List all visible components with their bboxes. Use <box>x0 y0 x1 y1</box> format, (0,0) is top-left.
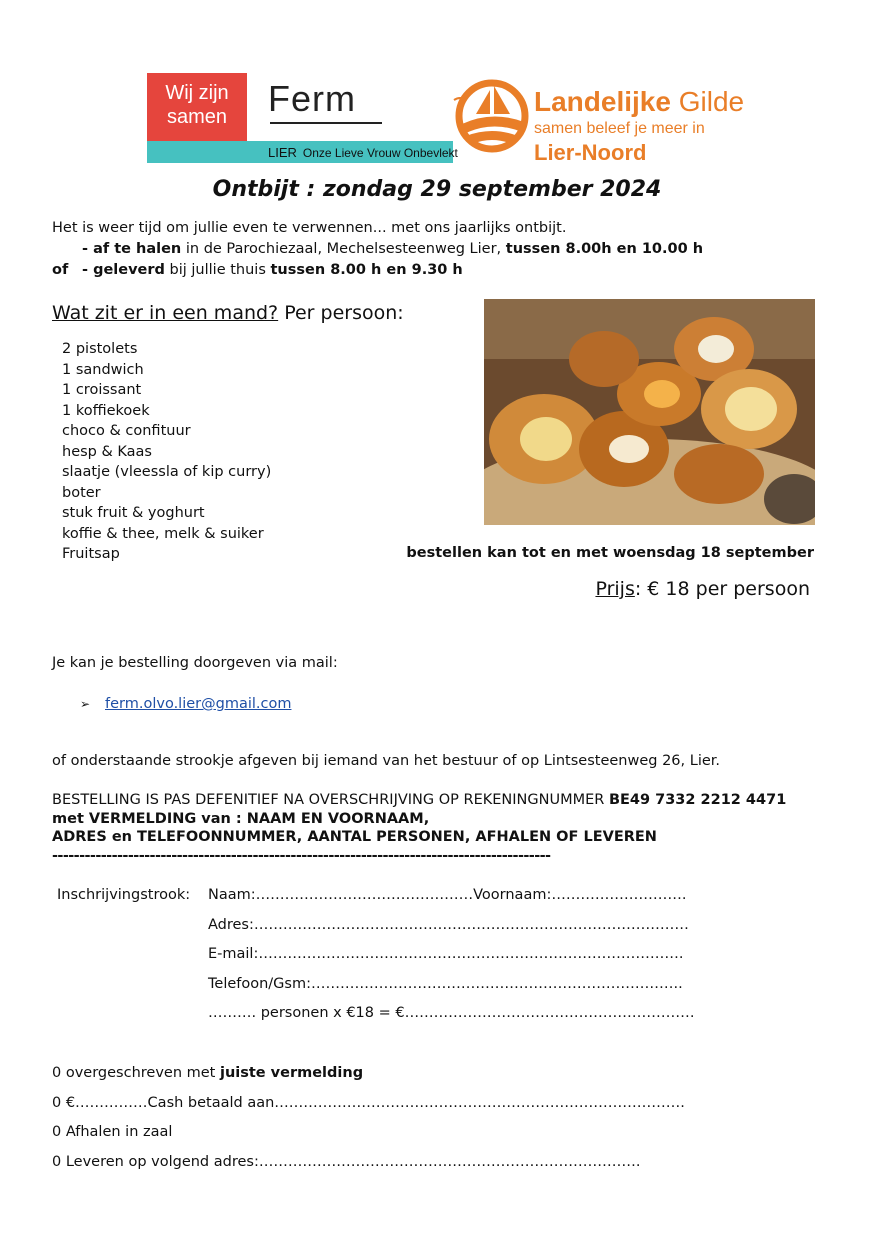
order-deadline: bestellen kan tot en met woensdag 18 september <box>406 545 814 561</box>
phone-field[interactable]: Telefoon/Gsm:………………………………………………………………….. <box>208 976 683 992</box>
option-cash[interactable]: 0 €……………Cash betaald aan…………………………………………………………………………. <box>52 1095 685 1111</box>
price-value: : € 18 per persoon <box>634 578 810 600</box>
delivery-time: tussen 8.00 h en 9.30 h <box>270 262 463 278</box>
payment-line-1 <box>52 792 786 808</box>
persons-field[interactable]: ………. personen x €18 = €…………………………………………………… <box>208 1005 695 1021</box>
ferm-location-parish: Onze Lieve Vrouw Onbevlekt <box>302 146 458 160</box>
mail-intro: Je kan je bestelling doorgeven via mail: <box>52 655 338 671</box>
address-field[interactable]: Adres:……………………………………………………………………………… <box>208 917 689 933</box>
menu-item: boter <box>62 484 101 501</box>
menu-item: koffie & thee, melk & suiker <box>62 525 264 542</box>
email-field[interactable]: E-mail:……………………………………………………………………………. <box>208 946 684 962</box>
delivery-line <box>82 262 463 278</box>
menu-item: 1 croissant <box>62 382 142 398</box>
ferm-logo-underline <box>270 122 382 124</box>
option-transfer-bold: juiste vermelding <box>219 1065 364 1081</box>
ferm-slogan-line-2: samen <box>166 106 228 128</box>
gilde-title <box>534 86 744 118</box>
pickup-time: tussen 8.00h en 10.00 h <box>505 241 704 257</box>
menu-item: 1 koffiekoek <box>62 402 150 419</box>
menu-heading <box>52 302 404 324</box>
menu-item: hesp & Kaas <box>62 443 152 460</box>
payment-line-3: ADRES en TELEFOONNUMMER, AANTAL PERSONEN, AFHALEN OF LEVEREN <box>52 829 657 845</box>
page-title: Ontbijt : zondag 29 september 2024 <box>212 177 662 202</box>
alt-delivery: of onderstaande strookje afgeven bij iemand van het bestuur of op Lintsesteenweg 26, Lier. <box>52 753 721 769</box>
email-link[interactable]: ferm.olvo.lier@gmail.com <box>105 696 292 712</box>
name-field[interactable]: Naam:………………………………………Voornaam:………………………. <box>208 887 687 903</box>
option-deliver[interactable]: 0 Leveren op volgend adres:……………………………………………………………………. <box>52 1154 641 1170</box>
menu-question: Wat zit er in een mand? <box>52 302 279 324</box>
ferm-logo-block <box>147 73 247 141</box>
arrow-bullet-icon: ➢ <box>80 697 91 711</box>
option-pickup[interactable]: 0 Afhalen in zaal <box>52 1124 173 1140</box>
menu-item: choco & confituur <box>62 423 191 439</box>
price <box>595 578 810 600</box>
or-label: of <box>52 262 69 278</box>
menu-item: stuk fruit & yoghurt <box>62 505 205 521</box>
option-transfer[interactable] <box>52 1065 363 1081</box>
delivery-text: bij jullie thuis <box>164 262 271 278</box>
option-transfer-text: 0 overgeschreven met <box>52 1065 220 1081</box>
menu-item: 2 pistolets <box>62 341 138 357</box>
gilde-title-rest: Gilde <box>678 86 745 117</box>
gilde-tagline: samen beleef je meer in <box>534 120 705 137</box>
menu-per-person: Per persoon: <box>278 302 404 324</box>
pastry-photo <box>484 299 815 525</box>
ferm-location-city: LIER <box>268 145 297 160</box>
intro-line: Het is weer tijd om jullie even te verwennen... met ons jaarlijks ontbijt. <box>52 220 567 236</box>
menu-item: Fruitsap <box>62 546 120 562</box>
delivery-label: - geleverd <box>82 262 165 278</box>
menu-item: 1 sandwich <box>62 361 144 378</box>
form-label: Inschrijvingstrook: <box>57 887 191 903</box>
ferm-slogan-line-1: Wij zijn <box>165 82 229 104</box>
cut-line: -------------------------------------------------------------------------------------------- <box>52 848 551 864</box>
ferm-location <box>268 145 458 160</box>
landelijke-gilde-logo-icon <box>452 74 532 154</box>
menu-item: slaatje (vleessla of kip curry) <box>62 464 272 480</box>
gilde-title-bold: Landelijke <box>534 86 671 117</box>
iban: BE49 7332 2212 4471 <box>608 792 787 808</box>
ferm-logo-word: Ferm <box>268 78 356 119</box>
gilde-place: Lier-Noord <box>534 140 647 165</box>
pickup-location: in de Parochiezaal, Mechelsesteenweg Lier, <box>181 241 506 257</box>
pickup-label: - af te halen <box>82 241 182 257</box>
menu-list <box>62 339 271 565</box>
payment-instruction: BESTELLING IS PAS DEFENITIEF NA OVERSCHRIJVING OP REKENINGNUMMER <box>52 792 609 808</box>
price-label: Prijs <box>595 578 635 600</box>
pickup-line <box>82 241 703 257</box>
payment-line-2: met VERMELDING van : NAAM EN VOORNAAM, <box>52 811 430 827</box>
